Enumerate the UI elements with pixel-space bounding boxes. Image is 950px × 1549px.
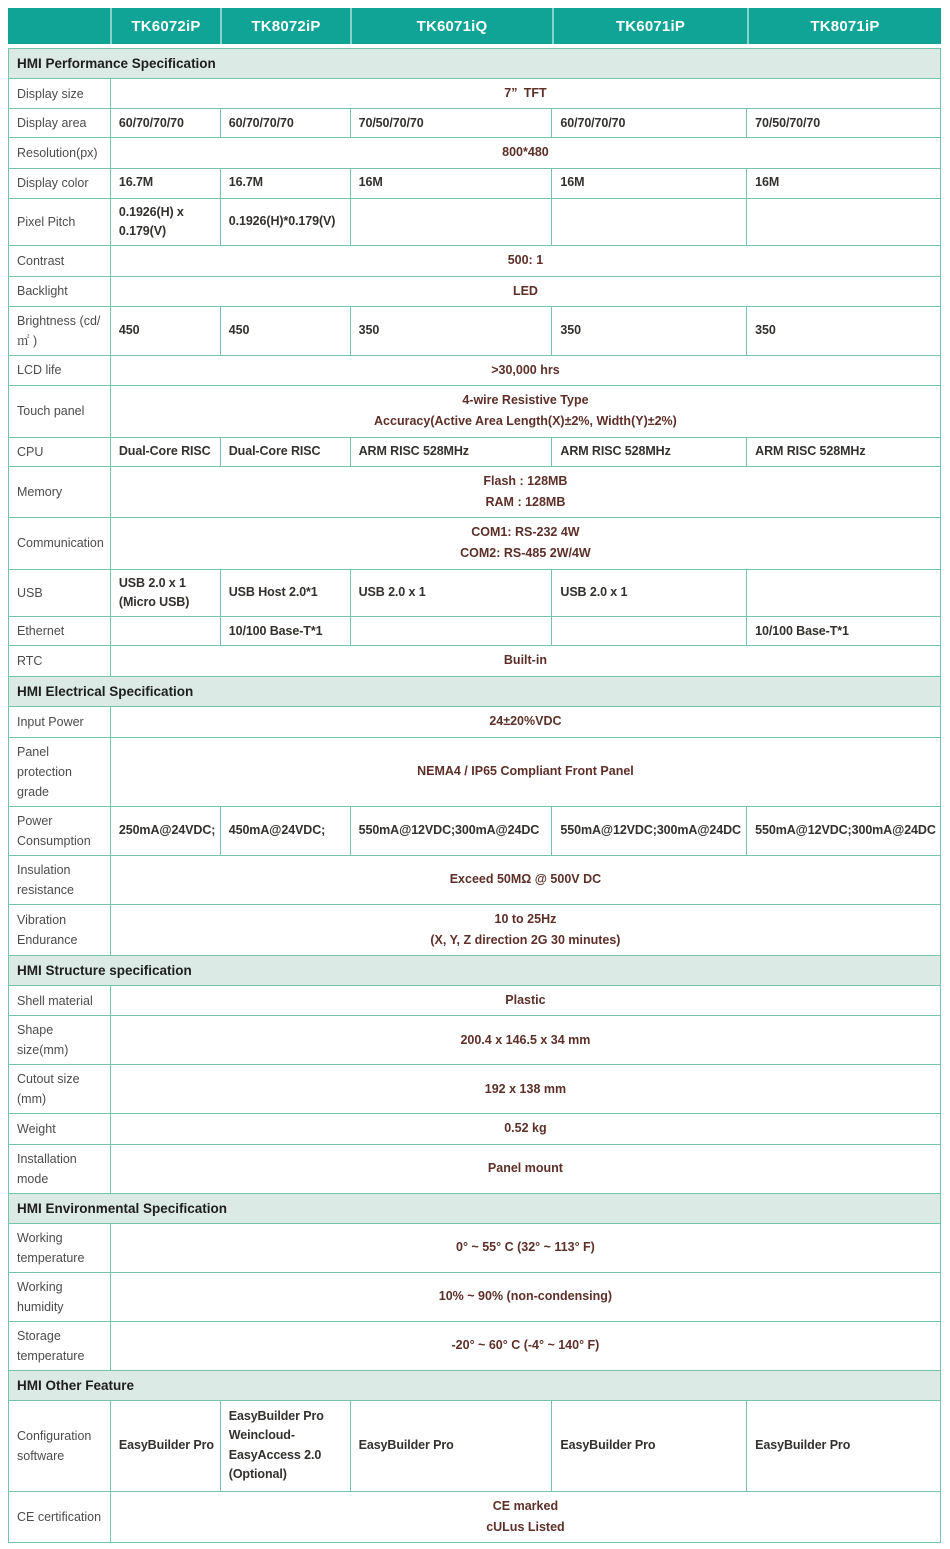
spec-row-weight xyxy=(9,1114,941,1144)
spec-value-cell-col5: 550mA@12VDC;300mA@24DC xyxy=(747,806,941,855)
spec-value-cell-col1 xyxy=(110,617,220,646)
section-title: HMI Performance Specification xyxy=(9,49,941,79)
spec-merged-value: 192 x 138 mm xyxy=(110,1065,940,1114)
spec-value-cell-col5 xyxy=(747,569,941,617)
spec-value-cell-col2: 450mA@24VDC; xyxy=(220,806,350,855)
spec-label: CPU xyxy=(9,437,111,466)
spec-row-usb xyxy=(9,569,941,617)
spec-value-cell-col4: 350 xyxy=(552,306,747,355)
spec-label: Display color xyxy=(9,168,111,198)
spec-row-display-area xyxy=(9,109,941,138)
spec-value-cell-col5: 350 xyxy=(747,306,941,355)
spec-value-cell-col2: USB Host 2.0*1 xyxy=(220,569,350,617)
spec-label: Ethernet xyxy=(9,617,111,646)
spec-value-cell-col5 xyxy=(747,198,941,246)
spec-label: Shape size(mm) xyxy=(9,1016,111,1065)
spec-value-cell-col5: 10/100 Base-T*1 xyxy=(747,617,941,646)
spec-row-ethernet xyxy=(9,617,941,646)
spec-value-cell-col1: 60/70/70/70 xyxy=(110,109,220,138)
spec-row-insulation-resistance xyxy=(9,855,941,904)
spec-merged-value: Built-in xyxy=(110,646,940,676)
spec-row-resolution-px xyxy=(9,138,941,168)
spec-value-cell-col3: USB 2.0 x 1 xyxy=(350,569,552,617)
spec-value-cell-col2: EasyBuilder Pro Weincloud- EasyAccess 2.0 (Optional) xyxy=(220,1400,350,1491)
spec-label: Touch panel xyxy=(9,386,111,438)
spec-merged-value: CE marked cULus Listed xyxy=(110,1491,940,1543)
spec-merged-value: 10% ~ 90% (non-condensing) xyxy=(110,1272,940,1321)
spec-row-shell-material xyxy=(9,986,941,1016)
section-title: HMI Structure specification xyxy=(9,956,941,986)
spec-label: Cutout size (mm) xyxy=(9,1065,111,1114)
spec-merged-value: 7” TFT xyxy=(110,79,940,109)
spec-value-cell-col3: 550mA@12VDC;300mA@24DC xyxy=(350,806,552,855)
spec-merged-value: 10 to 25Hz (X, Y, Z direction 2G 30 minutes) xyxy=(110,904,940,956)
spec-value-cell-col4: 16M xyxy=(552,168,747,198)
spec-merged-value: 500: 1 xyxy=(110,246,940,276)
spec-value-cell-col2: 60/70/70/70 xyxy=(220,109,350,138)
spec-merged-value: 0° ~ 55° C (32° ~ 113° F) xyxy=(110,1223,940,1272)
spec-row-cpu xyxy=(9,437,941,466)
section-row-hmi-other-feature xyxy=(9,1370,941,1400)
spec-merged-value: Flash : 128MB RAM : 128MB xyxy=(110,466,940,518)
spec-label: Resolution(px) xyxy=(9,138,111,168)
spec-merged-value: 200.4 x 146.5 x 34 mm xyxy=(110,1016,940,1065)
spec-row-working-temperature xyxy=(9,1223,941,1272)
section-title: HMI Other Feature xyxy=(9,1370,941,1400)
spec-row-installation-mode xyxy=(9,1144,941,1193)
spec-row-working-humidity xyxy=(9,1272,941,1321)
spec-value-cell-col3: 70/50/70/70 xyxy=(350,109,552,138)
spec-row-communication xyxy=(9,518,941,570)
spec-merged-value: Panel mount xyxy=(110,1144,940,1193)
spec-label: Pixel Pitch xyxy=(9,198,111,246)
spec-row-vibration-endurance xyxy=(9,904,941,956)
spec-label: CE certification xyxy=(9,1491,111,1543)
spec-merged-value: >30,000 hrs xyxy=(110,355,940,385)
spec-value-cell-col1: 450 xyxy=(110,306,220,355)
section-row-hmi-performance-specification xyxy=(9,49,941,79)
spec-label: Communication xyxy=(9,518,111,570)
spec-label: Display size xyxy=(9,79,111,109)
spec-label: Backlight xyxy=(9,276,111,306)
spec-row-backlight xyxy=(9,276,941,306)
spec-merged-value: 800*480 xyxy=(110,138,940,168)
spec-value-cell-col5: 16M xyxy=(747,168,941,198)
spec-row-configuration-software xyxy=(9,1400,941,1491)
spec-value-cell-col4 xyxy=(552,198,747,246)
section-title: HMI Environmental Specification xyxy=(9,1193,941,1223)
spec-value-cell-col2: 0.1926(H)*0.179(V) xyxy=(220,198,350,246)
spec-label: Configuration software xyxy=(9,1400,111,1491)
spec-label: USB xyxy=(9,569,111,617)
spec-row-contrast xyxy=(9,246,941,276)
spec-value-cell-col4: ARM RISC 528MHz xyxy=(552,437,747,466)
spec-row-cutout-size-mm xyxy=(9,1065,941,1114)
spec-label: Insulation resistance xyxy=(9,855,111,904)
spec-row-shape-size-mm xyxy=(9,1016,941,1065)
spec-merged-value: Exceed 50MΩ @ 500V DC xyxy=(110,855,940,904)
spec-label: RTC xyxy=(9,646,111,676)
spec-value-cell-col2: 450 xyxy=(220,306,350,355)
spec-label: Vibration Endurance xyxy=(9,904,111,956)
product-col-tk6072ip: TK6072iP xyxy=(110,8,220,44)
spec-merged-value: 4-wire Resistive Type Accuracy(Active Area Length(X)±2%, Width(Y)±2%) xyxy=(110,386,940,438)
spec-label: Installation mode xyxy=(9,1144,111,1193)
hmi-spec-table xyxy=(8,48,941,1543)
product-col-tk6071iq: TK6071iQ xyxy=(350,8,552,44)
spec-merged-value: NEMA4 / IP65 Compliant Front Panel xyxy=(110,737,940,806)
spec-label: Display area xyxy=(9,109,111,138)
spec-value-cell-col2: 10/100 Base-T*1 xyxy=(220,617,350,646)
spec-value-cell-col3 xyxy=(350,617,552,646)
spec-value-cell-col1: USB 2.0 x 1 (Micro USB) xyxy=(110,569,220,617)
product-col-tk8072ip: TK8072iP xyxy=(220,8,350,44)
spec-label: LCD life xyxy=(9,355,111,385)
spec-label: Contrast xyxy=(9,246,111,276)
spec-label: Working humidity xyxy=(9,1272,111,1321)
product-header-row xyxy=(8,8,941,44)
spec-row-input-power xyxy=(9,706,941,737)
spec-value-cell-col3: 350 xyxy=(350,306,552,355)
spec-row-panel-protection-grade xyxy=(9,737,941,806)
spec-value-cell-col3: EasyBuilder Pro xyxy=(350,1400,552,1491)
spec-value-cell-col1: 250mA@24VDC; xyxy=(110,806,220,855)
spec-value-cell-col5: 70/50/70/70 xyxy=(747,109,941,138)
spec-value-cell-col1: EasyBuilder Pro xyxy=(110,1400,220,1491)
section-row-hmi-structure-specification xyxy=(9,956,941,986)
section-row-hmi-environmental-specification xyxy=(9,1193,941,1223)
spec-label: Panel protection grade xyxy=(9,737,111,806)
spec-merged-value: -20° ~ 60° C (-4° ~ 140° F) xyxy=(110,1321,940,1370)
spec-value-cell-col1: 0.1926(H) x 0.179(V) xyxy=(110,198,220,246)
product-col-tk6071ip: TK6071iP xyxy=(552,8,747,44)
spec-value-cell-col5: EasyBuilder Pro xyxy=(747,1400,941,1491)
spec-label: Weight xyxy=(9,1114,111,1144)
spec-merged-value: Plastic xyxy=(110,986,940,1016)
spec-label: Power Consumption xyxy=(9,806,111,855)
spec-row-storage-temperature xyxy=(9,1321,941,1370)
spec-value-cell-col4: USB 2.0 x 1 xyxy=(552,569,747,617)
spec-value-cell-col4 xyxy=(552,617,747,646)
spec-label: Working temperature xyxy=(9,1223,111,1272)
spec-label: Brightness (cd/ ㎡ ) xyxy=(9,306,111,355)
spec-merged-value: 24±20%VDC xyxy=(110,706,940,737)
spec-row-display-color xyxy=(9,168,941,198)
spec-value-cell-col3: ARM RISC 528MHz xyxy=(350,437,552,466)
spec-value-cell-col4: 550mA@12VDC;300mA@24DC xyxy=(552,806,747,855)
spec-row-brightness-cd xyxy=(9,306,941,355)
spec-value-cell-col4: 60/70/70/70 xyxy=(552,109,747,138)
spec-value-cell-col3 xyxy=(350,198,552,246)
spec-row-ce-certification xyxy=(9,1491,941,1543)
spec-row-display-size xyxy=(9,79,941,109)
spec-row-power-consumption xyxy=(9,806,941,855)
spec-merged-value: LED xyxy=(110,276,940,306)
spec-label: Shell material xyxy=(9,986,111,1016)
spec-label: Memory xyxy=(9,466,111,518)
spec-row-touch-panel xyxy=(9,386,941,438)
spec-row-pixel-pitch xyxy=(9,198,941,246)
spec-row-rtc xyxy=(9,646,941,676)
spec-value-cell-col4: EasyBuilder Pro xyxy=(552,1400,747,1491)
spec-label: Input Power xyxy=(9,706,111,737)
spec-label: Storage temperature xyxy=(9,1321,111,1370)
spec-merged-value: 0.52 kg xyxy=(110,1114,940,1144)
spec-value-cell-col2: Dual-Core RISC xyxy=(220,437,350,466)
spec-row-memory xyxy=(9,466,941,518)
spec-value-cell-col1: 16.7M xyxy=(110,168,220,198)
product-col-tk8071ip: TK8071iP xyxy=(747,8,941,44)
spec-value-cell-col5: ARM RISC 528MHz xyxy=(747,437,941,466)
spec-row-lcd-life xyxy=(9,355,941,385)
corner-cell xyxy=(8,8,110,44)
spec-value-cell-col2: 16.7M xyxy=(220,168,350,198)
section-title: HMI Electrical Specification xyxy=(9,676,941,706)
spec-value-cell-col3: 16M xyxy=(350,168,552,198)
spec-value-cell-col1: Dual-Core RISC xyxy=(110,437,220,466)
spec-merged-value: COM1: RS-232 4W COM2: RS-485 2W/4W xyxy=(110,518,940,570)
section-row-hmi-electrical-specification xyxy=(9,676,941,706)
